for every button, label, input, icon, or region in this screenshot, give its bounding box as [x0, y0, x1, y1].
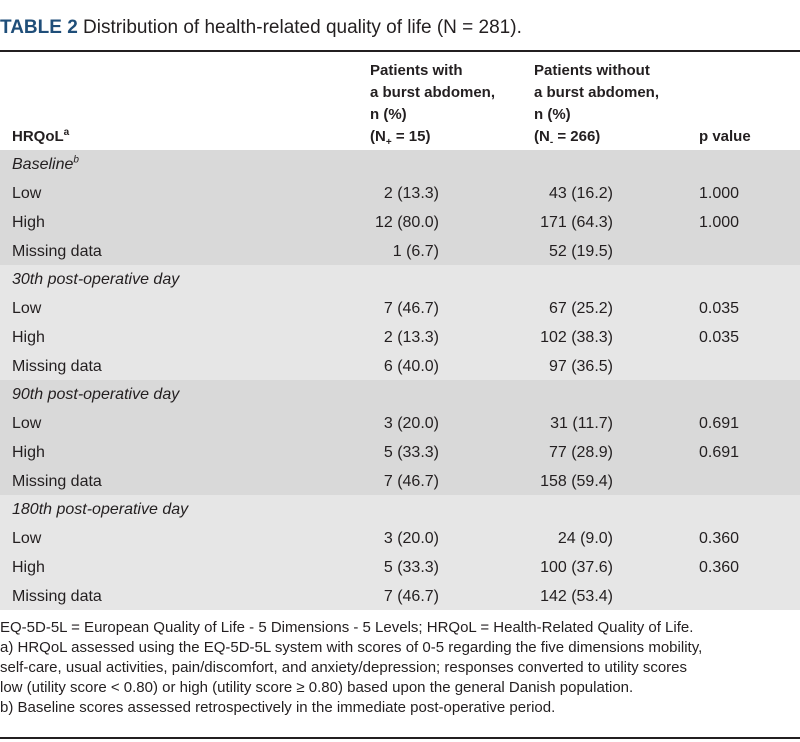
- table-footnotes: [0, 618, 800, 718]
- table-row: High 12 (80.0) 171 (64.3) 1.000: [12, 214, 740, 231]
- table-row: High 5 (33.3) 100 (37.6) 0.360: [12, 559, 740, 576]
- group-90th-day: [0, 380, 800, 495]
- footnote-a-cont: low (utility score < 0.80) or high (utility score ≥ 0.80) based upon the general Danish population.: [0, 679, 634, 696]
- table-row: Missing data 7 (46.7) 142 (53.4): [12, 588, 613, 605]
- header-without-burst: Patients without a burst abdomen, n (%) $(N_- = 266)$: [534, 62, 660, 148]
- table-header: [0, 52, 800, 150]
- table-row: Low 2 (13.3) 43 (16.2) 1.000: [12, 185, 740, 202]
- group-title: 180th post-operative day: [12, 501, 189, 518]
- bottom-rule: [0, 737, 800, 739]
- group-title-row: [0, 265, 800, 294]
- header-hrqol: HRQoL$^a$: [12, 127, 70, 145]
- footnote-abbreviations: EQ-5D-5L = European Quality of Life - 5 Dimensions - 5 Levels; HRQoL = Health-Related Quality of Life.: [0, 619, 694, 636]
- table-row: Missing data 6 (40.0) 97 (36.5): [12, 358, 613, 375]
- table-row: Low 3 (20.0) 31 (11.7) 0.691: [12, 415, 740, 432]
- group-180th-day: [0, 495, 800, 610]
- footnote-a: a) HRQoL assessed using the EQ-5D-5L system with scores of 0-5 regarding the five dimensions mobility,: [0, 639, 703, 656]
- table-label: TABLE 2: [0, 17, 78, 38]
- table-caption: [0, 17, 522, 39]
- table-row: High 5 (33.3) 77 (28.9) 0.691: [12, 444, 740, 461]
- table-title: Distribution of health-related quality of life (N = 281).: [77, 17, 522, 38]
- footnote-a-cont: self-care, usual activities, pain/discomfort, and anxiety/depression; responses converted to utility scores: [0, 659, 687, 676]
- group-30th-day: [0, 265, 800, 380]
- group-title-row: [0, 495, 800, 524]
- header-p-value: p value: [699, 128, 751, 145]
- table-row: Low 3 (20.0) 24 (9.0) 0.360: [12, 530, 740, 547]
- table-row: Missing data 7 (46.7) 158 (59.4): [12, 473, 613, 490]
- table-row: Missing data 1 (6.7) 52 (19.5): [12, 243, 613, 260]
- group-title-row: [0, 380, 800, 409]
- header-with-burst: Patients with a burst abdomen, n (%) $(N_+ = 15)$: [370, 62, 496, 148]
- group-title: 30th post-operative day: [12, 271, 180, 288]
- table-row: Low 7 (46.7) 67 (25.2) 0.035: [12, 300, 740, 317]
- footnote-b: b) Baseline scores assessed retrospectively in the immediate post-operative period.: [0, 699, 556, 716]
- group-title-row: [0, 150, 800, 179]
- group-title: 90th post-operative day: [12, 386, 180, 403]
- group-baseline: [0, 150, 800, 265]
- group-title: Baseline$^b$: [12, 154, 79, 173]
- table-row: High 2 (13.3) 102 (38.3) 0.035: [12, 329, 740, 346]
